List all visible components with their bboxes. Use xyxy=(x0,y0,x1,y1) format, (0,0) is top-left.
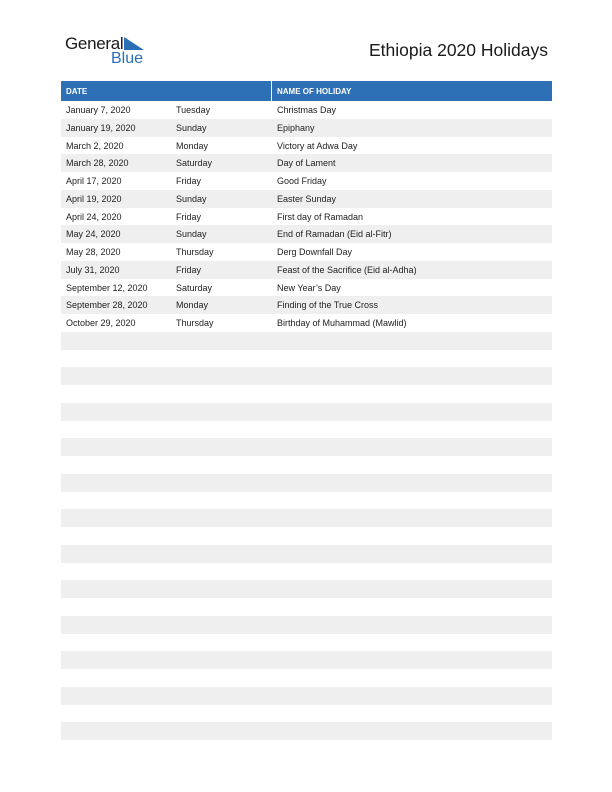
table-row xyxy=(61,350,552,368)
table-row xyxy=(61,687,552,705)
holiday-name: New Year’s Day xyxy=(277,282,341,293)
table-row xyxy=(61,456,552,474)
holiday-name: End of Ramadan (Eid al-Fitr) xyxy=(277,229,392,240)
holiday-weekday: Tuesday xyxy=(176,105,211,115)
holiday-weekday: Saturday xyxy=(176,158,213,169)
table-row xyxy=(61,385,552,403)
table-row xyxy=(61,172,552,190)
table-row xyxy=(61,705,552,723)
table-row xyxy=(61,634,552,652)
holiday-name: Finding of the True Cross xyxy=(277,300,379,311)
holiday-weekday: Sunday xyxy=(176,229,207,240)
table-row xyxy=(61,243,552,261)
holiday-date: April 17, 2020 xyxy=(66,176,122,186)
table-row xyxy=(61,208,552,226)
holiday-weekday: Monday xyxy=(176,140,209,151)
holiday-name: Victory at Adwa Day xyxy=(277,140,358,151)
holiday-weekday: Sunday xyxy=(176,193,207,204)
column-header-name: NAME OF HOLIDAY xyxy=(277,87,352,96)
holiday-date: April 24, 2020 xyxy=(66,211,122,222)
holiday-name: Day of Lament xyxy=(277,158,336,169)
holiday-table xyxy=(61,81,552,740)
page-title: Ethiopia 2020 Holidays xyxy=(368,40,548,60)
table-row xyxy=(61,261,552,279)
table-row xyxy=(61,367,552,385)
logo-triangle-icon xyxy=(122,37,146,51)
table-row xyxy=(61,296,552,314)
table-row xyxy=(61,651,552,669)
header-divider xyxy=(271,81,272,101)
table-row xyxy=(61,190,552,208)
table-row xyxy=(61,403,552,421)
table-row xyxy=(61,101,552,119)
table-body xyxy=(61,101,552,740)
holiday-date: April 19, 2020 xyxy=(66,193,122,204)
holiday-date: October 29, 2020 xyxy=(66,318,136,328)
table-row xyxy=(61,421,552,439)
holiday-name: Easter Sunday xyxy=(277,193,337,204)
holiday-weekday: Sunday xyxy=(176,122,207,133)
holiday-date: March 28, 2020 xyxy=(66,158,129,169)
table-row xyxy=(61,616,552,634)
table-row xyxy=(61,509,552,527)
table-row xyxy=(61,279,552,297)
holiday-weekday: Thursday xyxy=(176,318,214,328)
table-header xyxy=(61,81,552,101)
holiday-name: First day of Ramadan xyxy=(277,211,364,222)
holiday-name: Derg Downfall Day xyxy=(277,247,353,257)
logo-text-blue: Blue xyxy=(111,50,144,67)
table-row xyxy=(61,314,552,332)
table-row xyxy=(61,119,552,137)
holiday-name: Birthday of Muhammad (Mawlid) xyxy=(277,318,407,328)
holiday-date: March 2, 2020 xyxy=(66,140,124,151)
generalblue-logo xyxy=(65,34,155,68)
holiday-weekday: Friday xyxy=(176,264,202,275)
table-row xyxy=(61,492,552,510)
table-row xyxy=(61,154,552,172)
holiday-date: September 12, 2020 xyxy=(66,282,148,293)
table-row xyxy=(61,332,552,350)
holiday-date: July 31, 2020 xyxy=(66,264,120,275)
table-row xyxy=(61,563,552,581)
holiday-weekday: Monday xyxy=(176,300,209,311)
holiday-date: May 28, 2020 xyxy=(66,247,121,257)
holiday-name: Christmas Day xyxy=(277,105,337,115)
table-row xyxy=(61,722,552,740)
table-row xyxy=(61,474,552,492)
table-row xyxy=(61,580,552,598)
holiday-weekday: Friday xyxy=(176,176,202,186)
holiday-weekday: Thursday xyxy=(176,247,214,257)
holiday-name: Epiphany xyxy=(277,122,315,133)
table-row xyxy=(61,669,552,687)
table-row xyxy=(61,225,552,243)
table-row xyxy=(61,527,552,545)
table-row xyxy=(61,137,552,155)
table-row xyxy=(61,545,552,563)
holiday-weekday: Friday xyxy=(176,211,202,222)
column-header-date: DATE xyxy=(66,87,88,96)
table-row xyxy=(61,598,552,616)
holiday-date: May 24, 2020 xyxy=(66,229,121,240)
logo-text-general: General xyxy=(65,34,124,53)
holiday-name: Feast of the Sacrifice (Eid al-Adha) xyxy=(277,264,417,275)
holiday-date: September 28, 2020 xyxy=(66,300,148,311)
holiday-name: Good Friday xyxy=(277,176,327,186)
table-row xyxy=(61,438,552,456)
holiday-date: January 7, 2020 xyxy=(66,105,131,115)
holiday-date: January 19, 2020 xyxy=(66,122,136,133)
holiday-weekday: Saturday xyxy=(176,282,213,293)
